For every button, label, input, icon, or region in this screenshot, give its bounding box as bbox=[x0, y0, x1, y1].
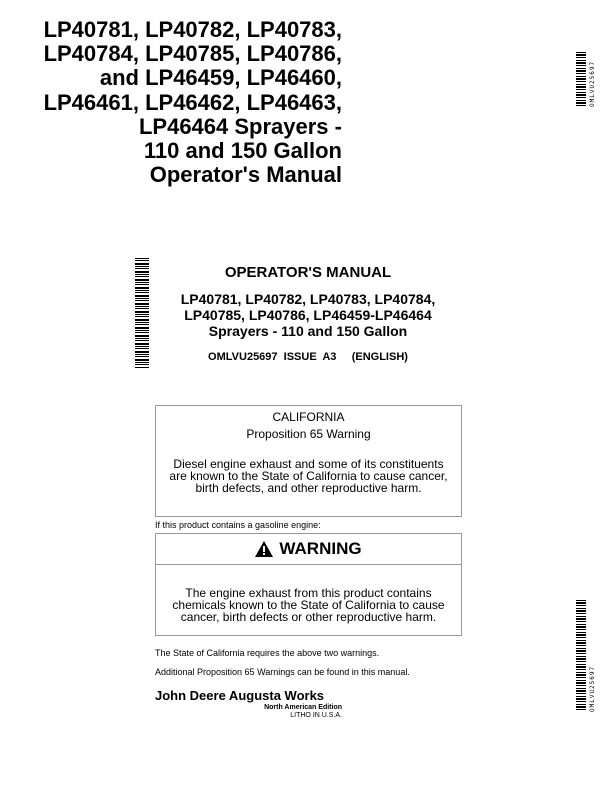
warning-text-line: The engine exhaust from this product contains bbox=[185, 586, 432, 600]
edition-label: North American Edition bbox=[264, 704, 342, 711]
title-line: Operator's Manual bbox=[149, 162, 342, 188]
models-line: Sprayers - 110 and 150 Gallon bbox=[208, 323, 408, 339]
warning-text-line: Diesel engine exhaust and some of its constituents bbox=[173, 457, 444, 471]
title-line: and LP46459, LP46460, bbox=[99, 65, 342, 91]
gasoline-warning-box bbox=[155, 533, 462, 636]
gasoline-intro: If this product contains a gasoline engine: bbox=[155, 520, 321, 530]
models-line: LP40785, LP40786, LP46459-LP46464 bbox=[184, 307, 432, 323]
litho-label: LITHO IN U.S.A. bbox=[290, 712, 342, 719]
issue-line: OMLVU25697 ISSUE A3 (ENGLISH) bbox=[208, 351, 408, 363]
warning-header bbox=[156, 534, 461, 565]
company-name: John Deere Augusta Works bbox=[155, 688, 325, 703]
california-warning-box bbox=[155, 405, 462, 517]
warning-text-line: are known to the State of California to cause cancer, bbox=[169, 469, 448, 483]
title-line: 110 and 150 Gallon bbox=[143, 138, 342, 164]
warning-triangle-icon bbox=[255, 541, 273, 557]
barcode-top-right bbox=[576, 52, 586, 107]
title-line: LP46464 Sprayers - bbox=[138, 113, 342, 139]
manual-heading: OPERATOR'S MANUAL bbox=[224, 264, 392, 281]
additional-note: Additional Proposition 65 Warnings can be found in this manual. bbox=[155, 667, 410, 677]
warning-text-line: chemicals known to the State of California to cause bbox=[172, 598, 445, 612]
title-line: LP46461, LP46462, LP46463, bbox=[43, 89, 342, 115]
warning-text-line: cancer, birth defects or other reproductive harm. bbox=[180, 610, 437, 624]
manual-header bbox=[155, 264, 461, 364]
warning-heading: WARNING bbox=[279, 539, 362, 558]
code-text-top-right: OMLVU25697 bbox=[589, 60, 596, 107]
title-line: LP40781, LP40782, LP40783, bbox=[43, 17, 342, 42]
state-note: The State of California requires the above two warnings. bbox=[155, 648, 380, 658]
california-heading: CALIFORNIA bbox=[272, 410, 345, 424]
title-line: LP40784, LP40785, LP40786, bbox=[43, 41, 342, 67]
models-line: LP40781, LP40782, LP40783, LP40784, bbox=[180, 291, 436, 307]
document-title bbox=[18, 18, 342, 187]
barcode-middle bbox=[135, 258, 149, 368]
proposition-heading: Proposition 65 Warning bbox=[246, 427, 371, 441]
barcode-bottom-right bbox=[576, 600, 586, 712]
warning-text-line: birth defects, and other reproductive harm. bbox=[195, 481, 422, 495]
code-text-bottom-right: OMLVU25697 bbox=[589, 665, 596, 712]
